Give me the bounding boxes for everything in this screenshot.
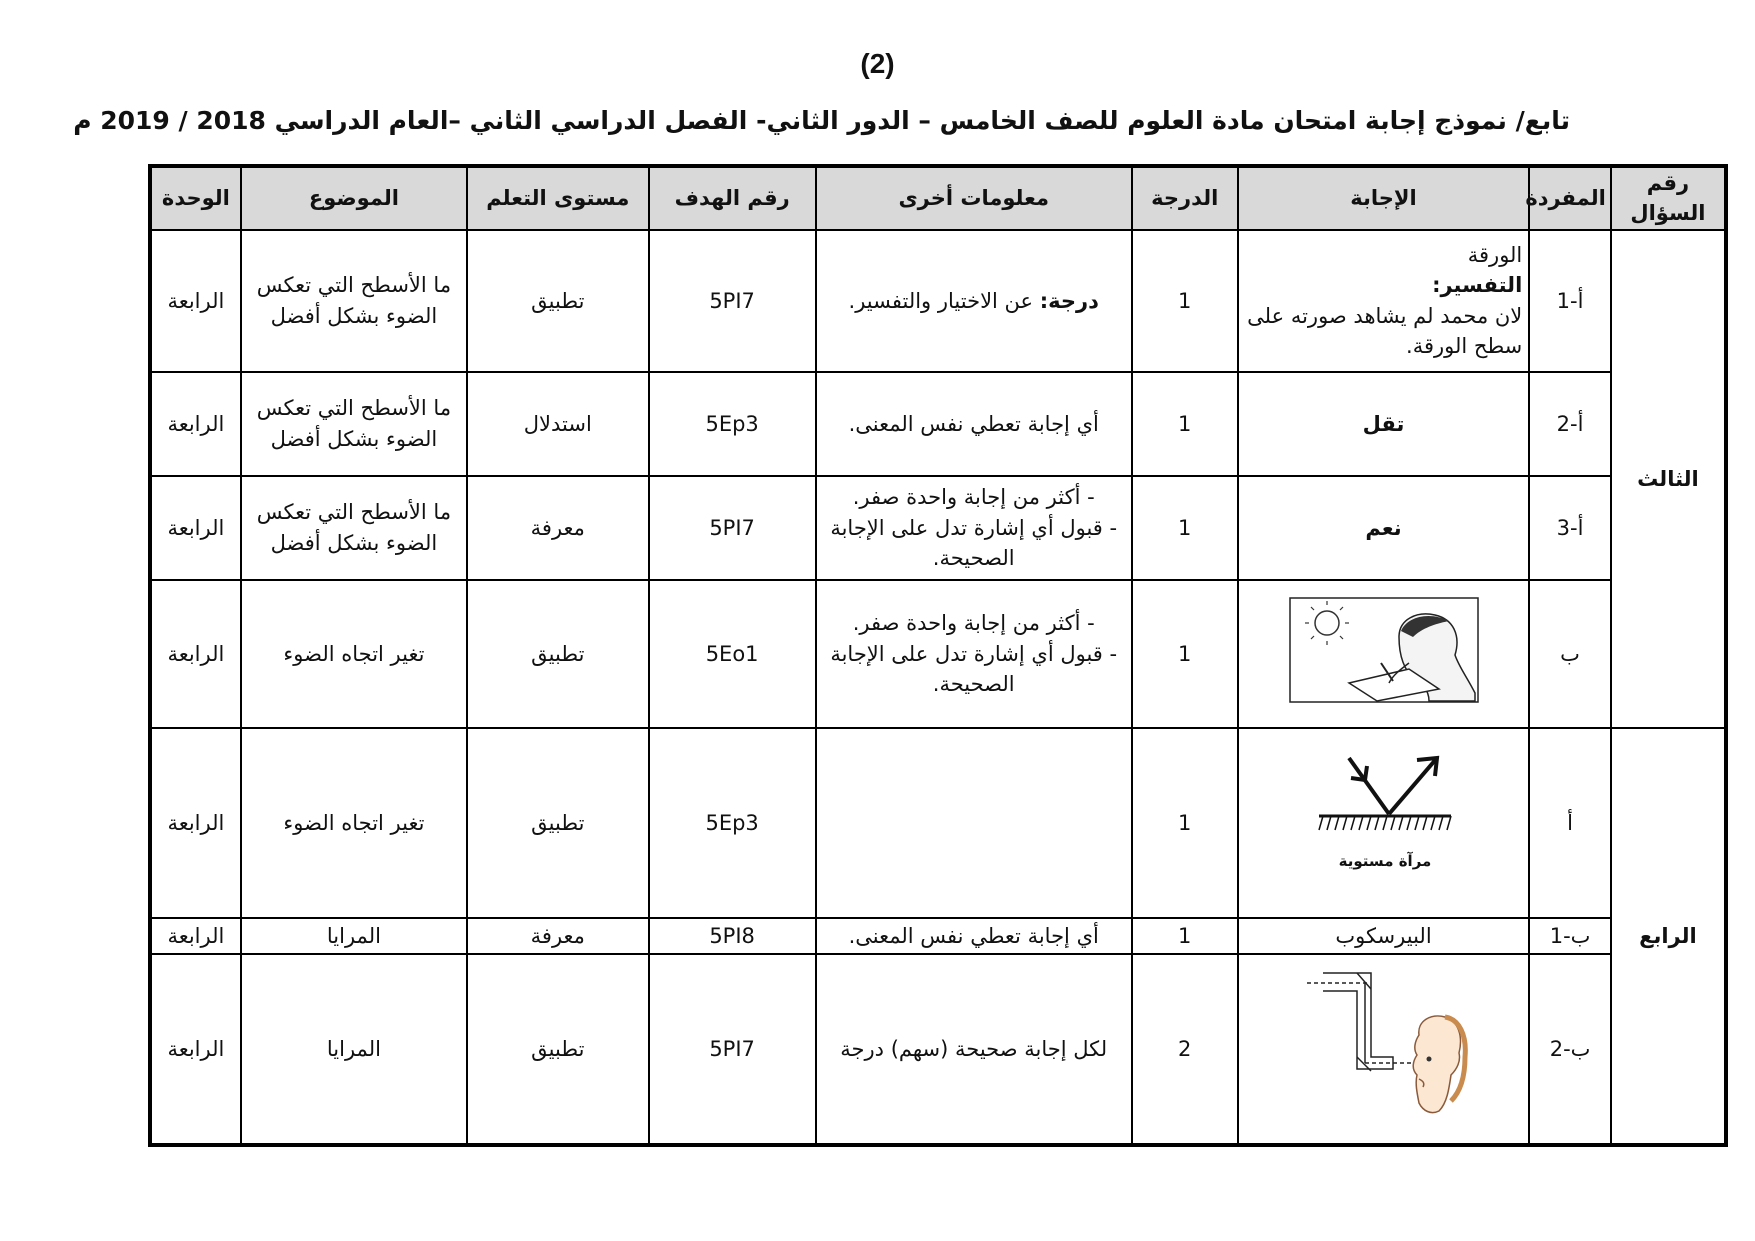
header-answer: الإجابة <box>1238 167 1530 230</box>
header-question: رقم السؤال <box>1611 167 1725 230</box>
answer-label: التفسير: <box>1432 273 1523 298</box>
answer-main: الورقة <box>1467 243 1523 267</box>
grade-cell: 1 <box>1132 476 1238 580</box>
grade-cell: 1 <box>1132 580 1238 728</box>
level-cell: تطبيق <box>467 954 648 1144</box>
goal-cell: 5PI7 <box>649 954 816 1144</box>
notes-cell <box>816 476 1132 580</box>
mirror-label: مرآة مستوية <box>1338 851 1431 870</box>
header-grade: الدرجة <box>1132 167 1238 230</box>
goal-cell: 5Eo1 <box>649 580 816 728</box>
table-row <box>151 954 1725 1144</box>
notes-line: - أكثر من إجابة واحدة صفر. <box>852 611 1095 636</box>
grade-cell: 1 <box>1132 230 1238 372</box>
level-cell: معرفة <box>467 476 648 580</box>
notes-line: - أكثر من إجابة واحدة صفر. <box>852 485 1095 510</box>
page-number: (2) <box>860 48 895 79</box>
grade-cell: 2 <box>1132 954 1238 1144</box>
notes-cell <box>816 230 1132 372</box>
unit-cell: الرابعة <box>151 476 241 580</box>
topic-cell: ما الأسطح التي تعكس الضوء بشكل أفضل <box>241 372 467 476</box>
level-cell: معرفة <box>467 918 648 954</box>
answer-key-table <box>150 166 1726 1145</box>
topic-cell: ما الأسطح التي تعكس الضوء بشكل أفضل <box>241 230 467 372</box>
topic-cell: ما الأسطح التي تعكس الضوء بشكل أفضل <box>241 476 467 580</box>
notes-cell <box>816 728 1132 918</box>
level-cell: تطبيق <box>467 728 648 918</box>
answer-cell: البيرسكوب <box>1238 918 1530 954</box>
table-header-row <box>151 167 1725 230</box>
item-cell: أ-3 <box>1529 476 1611 580</box>
answer-text: لان محمد لم يشاهد صورته على سطح الورقة. <box>1247 303 1523 359</box>
unit-cell: الرابعة <box>151 580 241 728</box>
answer-cell <box>1238 954 1530 1144</box>
level-cell: تطبيق <box>467 580 648 728</box>
topic-cell: المرايا <box>241 954 467 1144</box>
table-row <box>151 372 1725 476</box>
item-cell: أ <box>1529 728 1611 918</box>
notes-cell: لكل إجابة صحيحة (سهم) درجة <box>816 954 1132 1144</box>
goal-cell: 5PI7 <box>649 230 816 372</box>
item-cell: ب <box>1529 580 1611 728</box>
header-item: المفردة <box>1529 167 1611 230</box>
goal-cell: 5Ep3 <box>649 728 816 918</box>
header-unit: الوحدة <box>151 167 241 230</box>
unit-cell: الرابعة <box>151 728 241 918</box>
answer-cell <box>1238 580 1530 728</box>
header-notes: معلومات أخرى <box>816 167 1132 230</box>
unit-cell: الرابعة <box>151 372 241 476</box>
item-cell: ب-1 <box>1529 918 1611 954</box>
unit-cell: الرابعة <box>151 918 241 954</box>
answer-cell <box>1238 728 1530 918</box>
header-goal: رقم الهدف <box>649 167 816 230</box>
goal-cell: 5Ep3 <box>649 372 816 476</box>
document-title: تابع/ نموذج إجابة امتحان مادة العلوم للصف الخامس – الدور الثاني- الفصل الدراسي الثاني –العام الدراسي 2018 / 2019 م <box>73 106 1570 135</box>
question-number-third: الثالث <box>1611 230 1725 728</box>
table-row <box>151 728 1725 918</box>
grade-cell: 1 <box>1132 918 1238 954</box>
notes-line: - قبول أي إشارة تدل على الإجابة الصحيحة. <box>830 641 1118 697</box>
item-cell: ب-2 <box>1529 954 1611 1144</box>
item-cell: أ-1 <box>1529 230 1611 372</box>
grade-cell: 1 <box>1132 728 1238 918</box>
unit-cell: الرابعة <box>151 954 241 1144</box>
topic-cell: المرايا <box>241 918 467 954</box>
table-row <box>151 918 1725 954</box>
notes-cell: أي إجابة تعطي نفس المعنى. <box>816 372 1132 476</box>
plane-mirror-reflection-icon <box>1309 754 1459 884</box>
table-row <box>151 580 1725 728</box>
notes-cell <box>816 580 1132 728</box>
answer-cell <box>1238 230 1530 372</box>
table-row <box>151 230 1725 372</box>
notes-cell: أي إجابة تعطي نفس المعنى. <box>816 918 1132 954</box>
level-cell: استدلال <box>467 372 648 476</box>
periscope-with-face-icon <box>1299 965 1469 1125</box>
answer-cell: نعم <box>1238 476 1530 580</box>
header-topic: الموضوع <box>241 167 467 230</box>
unit-cell: الرابعة <box>151 230 241 372</box>
notes-line: - قبول أي إشارة تدل على الإجابة الصحيحة. <box>830 515 1118 571</box>
goal-cell: 5PI7 <box>649 476 816 580</box>
level-cell: تطبيق <box>467 230 648 372</box>
notes-text: عن الاختيار والتفسير. <box>848 288 1040 313</box>
topic-cell: تغير اتجاه الضوء <box>241 580 467 728</box>
notes-bold: درجة: <box>1039 288 1099 313</box>
sun-and-reading-child-icon <box>1289 597 1479 703</box>
item-cell: أ-2 <box>1529 372 1611 476</box>
goal-cell: 5PI8 <box>649 918 816 954</box>
header-level: مستوى التعلم <box>467 167 648 230</box>
topic-cell: تغير اتجاه الضوء <box>241 728 467 918</box>
question-number-fourth: الرابع <box>1611 728 1725 1144</box>
grade-cell: 1 <box>1132 372 1238 476</box>
table-row <box>151 476 1725 580</box>
answer-cell: تقل <box>1238 372 1530 476</box>
